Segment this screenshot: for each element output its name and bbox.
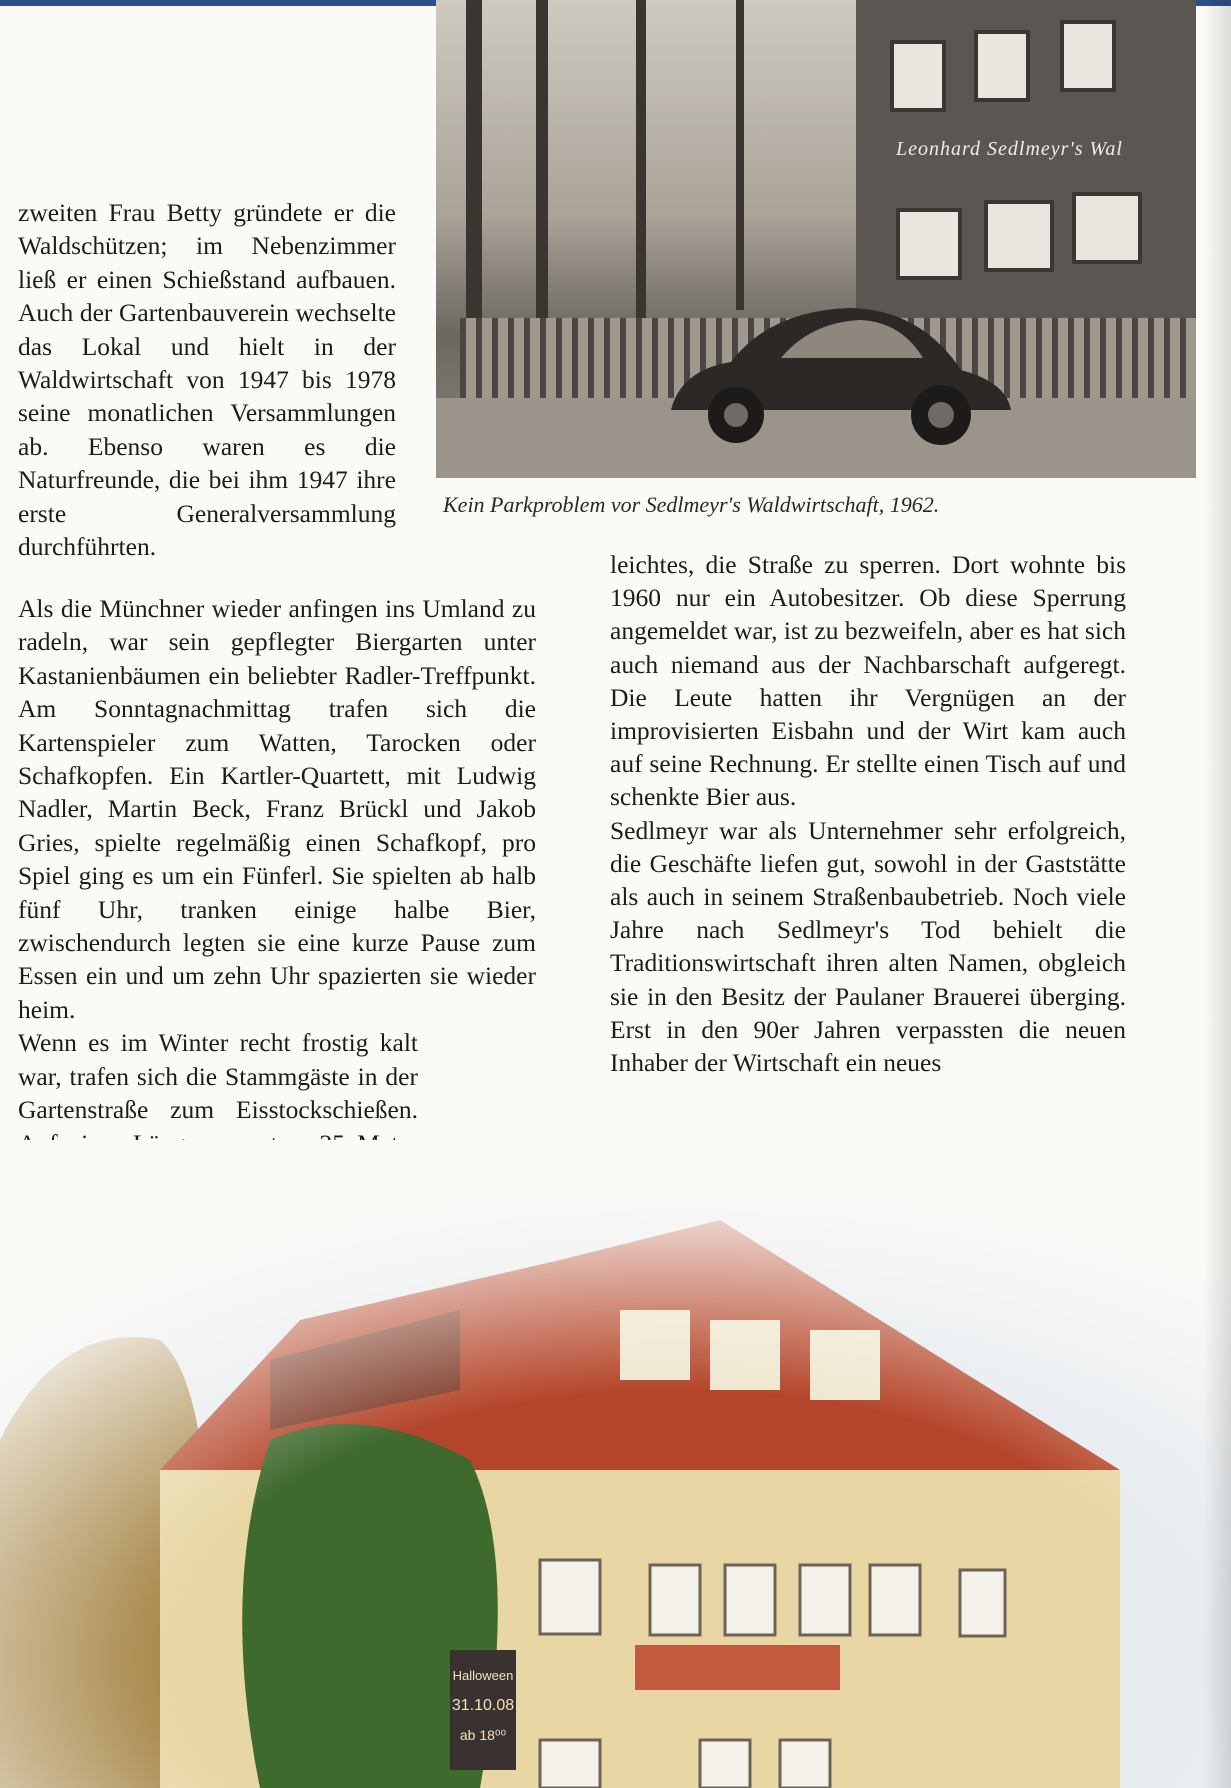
vw-beetle-car xyxy=(661,290,1021,450)
window xyxy=(1072,192,1142,264)
window xyxy=(896,208,962,280)
text-column-right xyxy=(610,548,1126,1079)
paragraph: leichtes, die Straße zu sperren. Dort wohnte bis 1960 nur ein Autobesitzer. Ob diese Sperrung angemeldet war, ist zu bezweifeln, aber es hat sich auch niemand aus der Nachbarschaft aufgeregt. Die Leute hatten ihr Vergnügen an der improvisierten Eisbahn und der Wirt kam auch auf seine Rechnung. Er stellte einen Tisch auf und schenkte Bier aus. xyxy=(610,550,1126,812)
paragraph: Als die Münchner wieder anfingen ins Umland zu radeln, war sein gepflegter Biergarten unter Kastanienbäumen ein beliebter Radler-Treffpunkt. Am Sonntagnachmittag trafen sich die Kartenspieler zum Watten, Tarocken oder Schafkopfen. Ein Kartler-Quartett, mit Ludwig Nadler, Martin Beck, Franz Brückl und Jakob Gries, spielte regelmäßig einen Schafkopf, pro Spiel ging es um ein Fünferl. Sie spielten ab halb fünf Uhr, tranken einige halbe Bier, zwischendurch legten sie eine kurze Pause zum Essen ein und um zehn Uhr spazierten sie wieder heim. xyxy=(18,594,536,1024)
paragraph: Wenn es im Winter recht frostig kalt war, trafen sich die Stammgäste in der Gartenstraße zum Eisstockschießen. xyxy=(18,1028,418,1125)
historic-photo-waldwirtschaft-1962 xyxy=(436,0,1196,478)
inn-building xyxy=(856,0,1196,330)
tree-trunk xyxy=(636,0,646,330)
tree-trunk xyxy=(736,0,744,310)
window xyxy=(1060,20,1116,92)
photo-caption: Kein Parkproblem vor Sedlmeyr's Waldwirtschaft, 1962. xyxy=(443,492,940,517)
tree-trunk xyxy=(536,0,548,320)
window xyxy=(974,30,1030,102)
window xyxy=(984,200,1054,272)
color-photo-die-waldeslust xyxy=(0,1140,1231,1788)
inn-name-sign: Leonhard Sedlmeyr's Wal xyxy=(896,138,1123,160)
text-column-left-top xyxy=(18,196,396,563)
page-edge-shadow xyxy=(1203,0,1231,1788)
tree-trunk xyxy=(466,0,482,330)
paragraph: zweiten Frau Betty gründete er die Waldschützen; im Nebenzimmer ließ er einen Schießstand aufbauen. Auch der Gartenbauverein wechselte das Lokal und hielt in der Waldwirtschaft von 1947 bis 1978 seine monatlichen Versammlungen ab. Ebenso waren es die Naturfreunde, die bei ihm 1947 ihre erste Generalversammlung durchführten. xyxy=(18,198,396,562)
paragraph: Sedlmeyr war als Unternehmer sehr erfolgreich, die Geschäfte liefen gut, sowohl in der Gaststätte als auch in seinem Straßenbaubetrieb. Noch viele Jahre nach Sedlmeyr's Tod behielt die Traditionswirtschaft ihren alten Namen, obgleich sie in den Besitz der Paulaner Brauerei überging. Erst in den 90er Jahren verpassten die neuen Inhaber der Wirtschaft ein neues xyxy=(610,815,1126,1078)
window xyxy=(890,40,946,112)
